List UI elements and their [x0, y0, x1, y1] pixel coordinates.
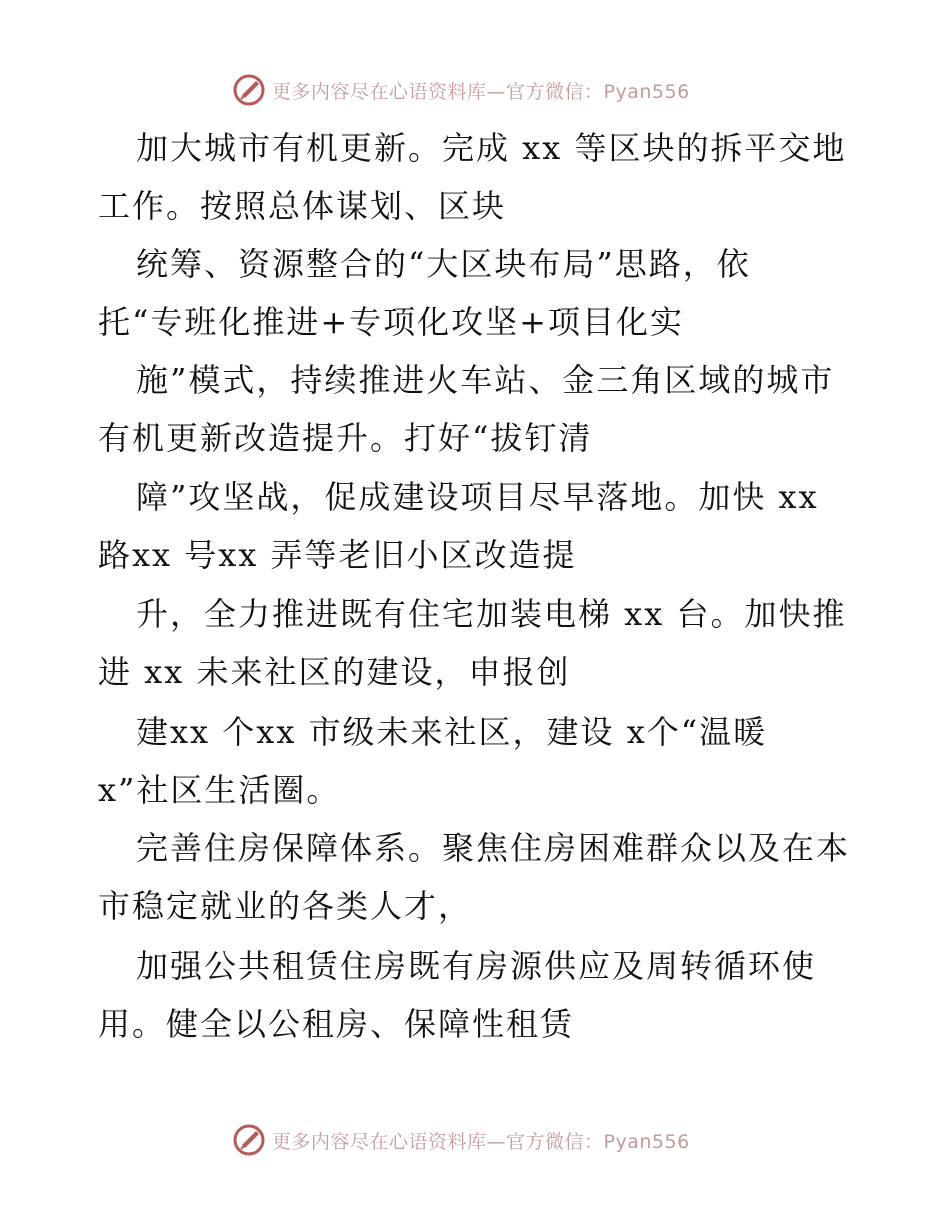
header-banner	[232, 72, 690, 108]
body-line: 升，全力推进既有住宅加装电梯 xx 台。加快推	[136, 595, 847, 633]
body-line: x”社区生活圈。	[98, 771, 341, 809]
body-line: 障”攻坚战，促成建设项目尽早落地。加快 xx	[136, 478, 819, 516]
body-line: 加大城市有机更新。完成 xx 等区块的拆平交地	[136, 129, 847, 167]
body-line: 建xx 个xx 市级未来社区，建设 x个“温暖	[136, 713, 768, 751]
brand-logo-icon	[232, 1123, 266, 1157]
footer-banner-text: 更多内容尽在心语资料库—官方微信：Pyan556	[272, 1130, 690, 1153]
body-line: 路xx 号xx 弄等老旧小区改造提	[98, 536, 577, 574]
body-line: 统筹、资源整合的“大区块布局”思路，依	[136, 245, 751, 283]
body-line: 加强公共租赁住房既有房源供应及周转循环使	[136, 947, 817, 985]
footer-banner	[232, 1122, 690, 1158]
body-line: 托“专班化推进+专项化攻坚+项目化实	[98, 303, 684, 341]
body-line: 完善住房保障体系。聚焦住房困难群众以及在本	[136, 829, 851, 867]
brand-logo-icon	[232, 73, 266, 107]
body-line: 进 xx 未来社区的建设，申报创	[98, 653, 571, 691]
body-line: 有机更新改造提升。打好“拔钉清	[98, 419, 593, 457]
body-line: 市稳定就业的各类人才，	[98, 887, 473, 925]
body-line: 用。健全以公租房、保障性租赁	[98, 1005, 575, 1043]
body-line: 工作。按照总体谋划、区块	[98, 187, 507, 225]
body-line: 施”模式，持续推进火车站、金三角区域的城市	[136, 361, 835, 399]
header-banner-text: 更多内容尽在心语资料库—官方微信：Pyan556	[272, 80, 690, 103]
